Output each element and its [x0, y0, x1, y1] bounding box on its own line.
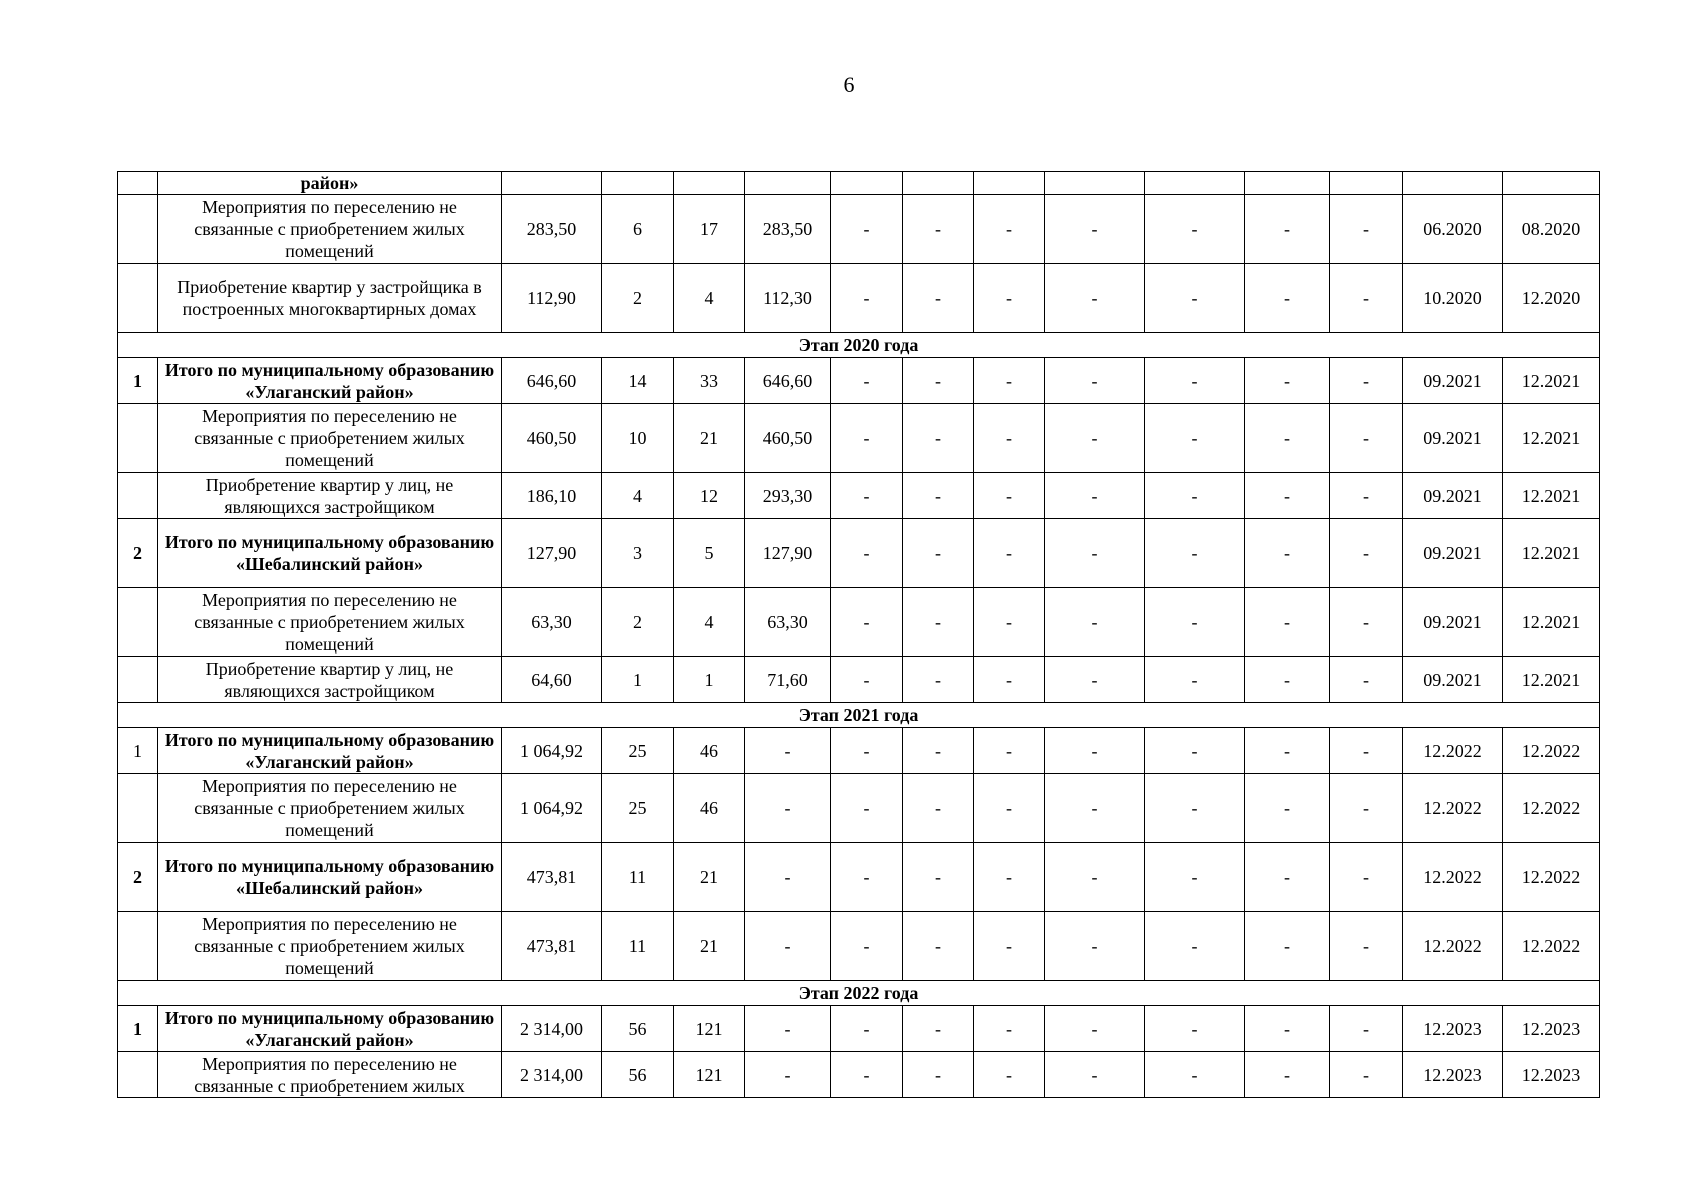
table-cell: 646,60 [745, 358, 831, 404]
table-cell: - [974, 195, 1045, 264]
table-cell: 12.2022 [1503, 728, 1600, 774]
table-cell: 71,60 [745, 657, 831, 703]
stage-label: Этап 2020 года [118, 333, 1600, 358]
table-cell: 460,50 [745, 404, 831, 473]
table-cell: - [831, 912, 903, 981]
table-cell: 112,30 [745, 264, 831, 333]
row-number [118, 1052, 158, 1098]
table-cell [1503, 172, 1600, 195]
table-cell: 473,81 [502, 912, 602, 981]
table-cell: - [1330, 1006, 1403, 1052]
row-number [118, 588, 158, 657]
table-cell: - [1145, 1006, 1245, 1052]
table-cell [1330, 172, 1403, 195]
table-cell: 1 [674, 657, 745, 703]
table-cell: - [1245, 1052, 1330, 1098]
table-row [118, 473, 1600, 519]
table-cell: 12.2022 [1403, 843, 1503, 912]
table-cell [1145, 172, 1245, 195]
table-cell: 12.2021 [1503, 404, 1600, 473]
table-cell: 12.2022 [1503, 912, 1600, 981]
table-cell: - [903, 588, 974, 657]
table-cell: - [1045, 774, 1145, 843]
table-cell: 4 [674, 264, 745, 333]
row-number: 1 [118, 1006, 158, 1052]
row-description: Мероприятия по переселению не связанные с приобретением жилых помещений [158, 774, 502, 843]
table-cell: - [831, 195, 903, 264]
row-description: Итого по муниципальному образованию «Улаганский район» [158, 358, 502, 404]
table-cell: 09.2021 [1403, 404, 1503, 473]
table-cell: 09.2021 [1403, 519, 1503, 588]
table-cell: - [903, 912, 974, 981]
table-row [118, 728, 1600, 774]
row-number: 1 [118, 358, 158, 404]
table-cell [903, 172, 974, 195]
table-cell: 293,30 [745, 473, 831, 519]
table-cell: - [831, 519, 903, 588]
table-cell: - [974, 774, 1045, 843]
table-cell [1245, 172, 1330, 195]
table-cell: 21 [674, 843, 745, 912]
table-cell: 63,30 [745, 588, 831, 657]
table-cell: 12.2021 [1503, 519, 1600, 588]
row-number: 1 [118, 728, 158, 774]
table-cell: 283,50 [745, 195, 831, 264]
table-cell: 1 064,92 [502, 774, 602, 843]
table-cell: 127,90 [745, 519, 831, 588]
table-row [118, 912, 1600, 981]
stage-label: Этап 2021 года [118, 703, 1600, 728]
table-cell: 10.2020 [1403, 264, 1503, 333]
table-cell: 12.2021 [1503, 657, 1600, 703]
table-cell: - [903, 843, 974, 912]
table-cell: - [745, 774, 831, 843]
table-cell [502, 172, 602, 195]
table-cell: 12.2022 [1503, 774, 1600, 843]
row-description: Мероприятия по переселению не связанные с приобретением жилых помещений [158, 195, 502, 264]
table-cell: - [1145, 1052, 1245, 1098]
table-cell: 17 [674, 195, 745, 264]
table-cell: - [745, 843, 831, 912]
table-cell: - [831, 843, 903, 912]
table-cell: 10 [602, 404, 674, 473]
row-number: 2 [118, 519, 158, 588]
table-cell: - [903, 519, 974, 588]
table-cell: 09.2021 [1403, 588, 1503, 657]
table-cell: 283,50 [502, 195, 602, 264]
stage-header-row [118, 981, 1600, 1006]
table-cell: 11 [602, 912, 674, 981]
table-cell: - [974, 1006, 1045, 1052]
table-cell: - [1145, 404, 1245, 473]
table-cell: 121 [674, 1006, 745, 1052]
table-cell: - [1145, 264, 1245, 333]
table-cell: 1 [602, 657, 674, 703]
row-number [118, 195, 158, 264]
table-row [118, 264, 1600, 333]
table-cell: 12 [674, 473, 745, 519]
table-cell: - [903, 195, 974, 264]
table-cell: - [903, 264, 974, 333]
table-row [118, 195, 1600, 264]
table-cell: - [1245, 588, 1330, 657]
table-cell: - [831, 588, 903, 657]
table-cell: 646,60 [502, 358, 602, 404]
table-cell: - [831, 728, 903, 774]
table-cell: - [1145, 912, 1245, 981]
table-cell: 4 [674, 588, 745, 657]
table-cell: - [974, 588, 1045, 657]
stage-label: Этап 2022 года [118, 981, 1600, 1006]
table-cell: - [1245, 195, 1330, 264]
row-number [118, 657, 158, 703]
table-cell: - [903, 473, 974, 519]
row-description: Приобретение квартир у застройщика в построенных многоквартирных домах [158, 264, 502, 333]
table-cell: - [1245, 843, 1330, 912]
table-cell: - [974, 1052, 1045, 1098]
table-cell: 2 314,00 [502, 1006, 602, 1052]
table-cell: - [831, 264, 903, 333]
table-cell: - [974, 728, 1045, 774]
table-cell: - [1330, 728, 1403, 774]
resettlement-table [117, 171, 1600, 1098]
row-description: Мероприятия по переселению не связанные с приобретением жилых помещений [158, 912, 502, 981]
table-cell: - [1145, 473, 1245, 519]
table-cell: - [1245, 264, 1330, 333]
table-cell: 56 [602, 1006, 674, 1052]
table-cell: - [831, 1006, 903, 1052]
table-cell: - [1045, 657, 1145, 703]
row-description: Мероприятия по переселению не связанные с приобретением жилых помещений [158, 588, 502, 657]
table-cell: - [903, 657, 974, 703]
table-cell: - [974, 912, 1045, 981]
table-cell: - [831, 358, 903, 404]
table-cell: 25 [602, 774, 674, 843]
table-cell: - [1245, 728, 1330, 774]
table-cell: 12.2021 [1503, 588, 1600, 657]
table-cell: 09.2021 [1403, 657, 1503, 703]
table-cell: - [903, 774, 974, 843]
table-cell: - [745, 1052, 831, 1098]
table-cell: 06.2020 [1403, 195, 1503, 264]
table-cell: 1 064,92 [502, 728, 602, 774]
table-cell: - [1045, 519, 1145, 588]
table-cell: - [903, 1052, 974, 1098]
table-cell: 121 [674, 1052, 745, 1098]
table-row [118, 172, 1600, 195]
row-description: Мероприятия по переселению не связанные с приобретением жилых [158, 1052, 502, 1098]
table-cell: - [831, 774, 903, 843]
table-cell: - [1045, 1006, 1145, 1052]
table-cell: - [745, 912, 831, 981]
row-number [118, 912, 158, 981]
table-cell: - [1330, 519, 1403, 588]
row-number [118, 774, 158, 843]
stage-header-row [118, 703, 1600, 728]
row-number [118, 264, 158, 333]
table-cell: - [831, 473, 903, 519]
row-description: Итого по муниципальному образованию «Шебалинский район» [158, 519, 502, 588]
table-cell: - [831, 657, 903, 703]
table-cell: - [1245, 912, 1330, 981]
table-cell: 46 [674, 774, 745, 843]
table-cell [974, 172, 1045, 195]
table-cell: - [1145, 774, 1245, 843]
table-cell: 33 [674, 358, 745, 404]
table-cell: - [1145, 728, 1245, 774]
table-cell: - [1245, 774, 1330, 843]
row-description: Мероприятия по переселению не связанные с приобретением жилых помещений [158, 404, 502, 473]
table-cell: 5 [674, 519, 745, 588]
table-cell: 460,50 [502, 404, 602, 473]
table-cell: - [1045, 358, 1145, 404]
table-cell: 09.2021 [1403, 473, 1503, 519]
table-cell: - [831, 1052, 903, 1098]
table-cell: - [974, 519, 1045, 588]
table-row [118, 519, 1600, 588]
table-cell: 12.2021 [1503, 473, 1600, 519]
table-cell: - [1330, 404, 1403, 473]
table-row [118, 843, 1600, 912]
table-cell: - [1330, 195, 1403, 264]
table-cell: 63,30 [502, 588, 602, 657]
table-cell: - [1245, 473, 1330, 519]
table-cell: 14 [602, 358, 674, 404]
table-cell: 2 314,00 [502, 1052, 602, 1098]
row-description: Приобретение квартир у лиц, не являющихся застройщиком [158, 657, 502, 703]
row-description: Приобретение квартир у лиц, не являющихся застройщиком [158, 473, 502, 519]
table-cell: - [1145, 588, 1245, 657]
table-cell: - [974, 358, 1045, 404]
table-cell: - [1330, 264, 1403, 333]
table-cell: 6 [602, 195, 674, 264]
row-description: район» [158, 172, 502, 195]
table-cell: - [974, 657, 1045, 703]
table-cell: 473,81 [502, 843, 602, 912]
table-cell: - [1330, 774, 1403, 843]
table-cell: - [1045, 588, 1145, 657]
table-cell: 4 [602, 473, 674, 519]
table-row [118, 404, 1600, 473]
table-cell: - [1145, 843, 1245, 912]
table-cell: 12.2022 [1403, 912, 1503, 981]
table-cell: 3 [602, 519, 674, 588]
table-cell: 12.2023 [1403, 1052, 1503, 1098]
row-number [118, 404, 158, 473]
table-cell: - [1245, 358, 1330, 404]
table-cell: 12.2023 [1403, 1006, 1503, 1052]
table-cell: - [1245, 519, 1330, 588]
table-cell: - [974, 473, 1045, 519]
table-cell: - [1330, 588, 1403, 657]
table-row [118, 774, 1600, 843]
row-description: Итого по муниципальному образованию «Шебалинский район» [158, 843, 502, 912]
table-cell [674, 172, 745, 195]
table-cell [831, 172, 903, 195]
table-cell [1045, 172, 1145, 195]
table-cell: - [1145, 358, 1245, 404]
row-number [118, 172, 158, 195]
table-cell: 12.2023 [1503, 1006, 1600, 1052]
table-cell: 12.2020 [1503, 264, 1600, 333]
table-cell: - [1045, 473, 1145, 519]
table-cell: - [1330, 912, 1403, 981]
table-cell: 2 [602, 588, 674, 657]
table-cell: - [1045, 195, 1145, 264]
table-cell: - [745, 728, 831, 774]
table-cell: 09.2021 [1403, 358, 1503, 404]
table-row [118, 657, 1600, 703]
table-cell: 186,10 [502, 473, 602, 519]
table-cell: - [1045, 1052, 1145, 1098]
table-cell: 2 [602, 264, 674, 333]
table-cell: 21 [674, 912, 745, 981]
table-cell: 127,90 [502, 519, 602, 588]
table-cell: 12.2023 [1503, 1052, 1600, 1098]
table-cell: - [1330, 358, 1403, 404]
table-cell: 64,60 [502, 657, 602, 703]
table-cell: - [903, 358, 974, 404]
table-cell: - [1145, 519, 1245, 588]
table-cell: - [974, 404, 1045, 473]
table-cell: 12.2021 [1503, 358, 1600, 404]
table-cell [1403, 172, 1503, 195]
table-cell: - [1045, 912, 1145, 981]
table-cell: - [1145, 195, 1245, 264]
row-description: Итого по муниципальному образованию «Улаганский район» [158, 1006, 502, 1052]
table-cell: - [831, 404, 903, 473]
table-cell: - [1245, 657, 1330, 703]
table-row [118, 1052, 1600, 1098]
table-cell: 112,90 [502, 264, 602, 333]
table-cell: 25 [602, 728, 674, 774]
table-cell: - [1045, 404, 1145, 473]
table-cell [602, 172, 674, 195]
table-cell: - [1245, 404, 1330, 473]
table-cell: - [745, 1006, 831, 1052]
table-row [118, 588, 1600, 657]
table-cell: - [1045, 843, 1145, 912]
stage-header-row [118, 333, 1600, 358]
table-cell: - [903, 1006, 974, 1052]
table-row [118, 358, 1600, 404]
table-cell: - [1245, 1006, 1330, 1052]
row-number: 2 [118, 843, 158, 912]
table-cell: - [1330, 843, 1403, 912]
table-cell: - [903, 404, 974, 473]
table-cell: 21 [674, 404, 745, 473]
table-cell: - [1330, 657, 1403, 703]
table-cell: - [1330, 473, 1403, 519]
page-number: 6 [843, 72, 855, 97]
table-cell: 56 [602, 1052, 674, 1098]
table-cell: - [1045, 264, 1145, 333]
table-cell: 12.2022 [1503, 843, 1600, 912]
table-cell: 46 [674, 728, 745, 774]
table-cell: - [903, 728, 974, 774]
table-row [118, 1006, 1600, 1052]
table-cell: 12.2022 [1403, 728, 1503, 774]
table-cell: - [1330, 1052, 1403, 1098]
table-cell: 08.2020 [1503, 195, 1600, 264]
table-cell: 11 [602, 843, 674, 912]
row-description: Итого по муниципальному образованию «Улаганский район» [158, 728, 502, 774]
table-cell: 12.2022 [1403, 774, 1503, 843]
table-cell: - [974, 843, 1045, 912]
table-cell: - [1145, 657, 1245, 703]
table-cell: - [974, 264, 1045, 333]
row-number [118, 473, 158, 519]
table-cell: - [1045, 728, 1145, 774]
table-body [118, 172, 1600, 1098]
table-cell [745, 172, 831, 195]
